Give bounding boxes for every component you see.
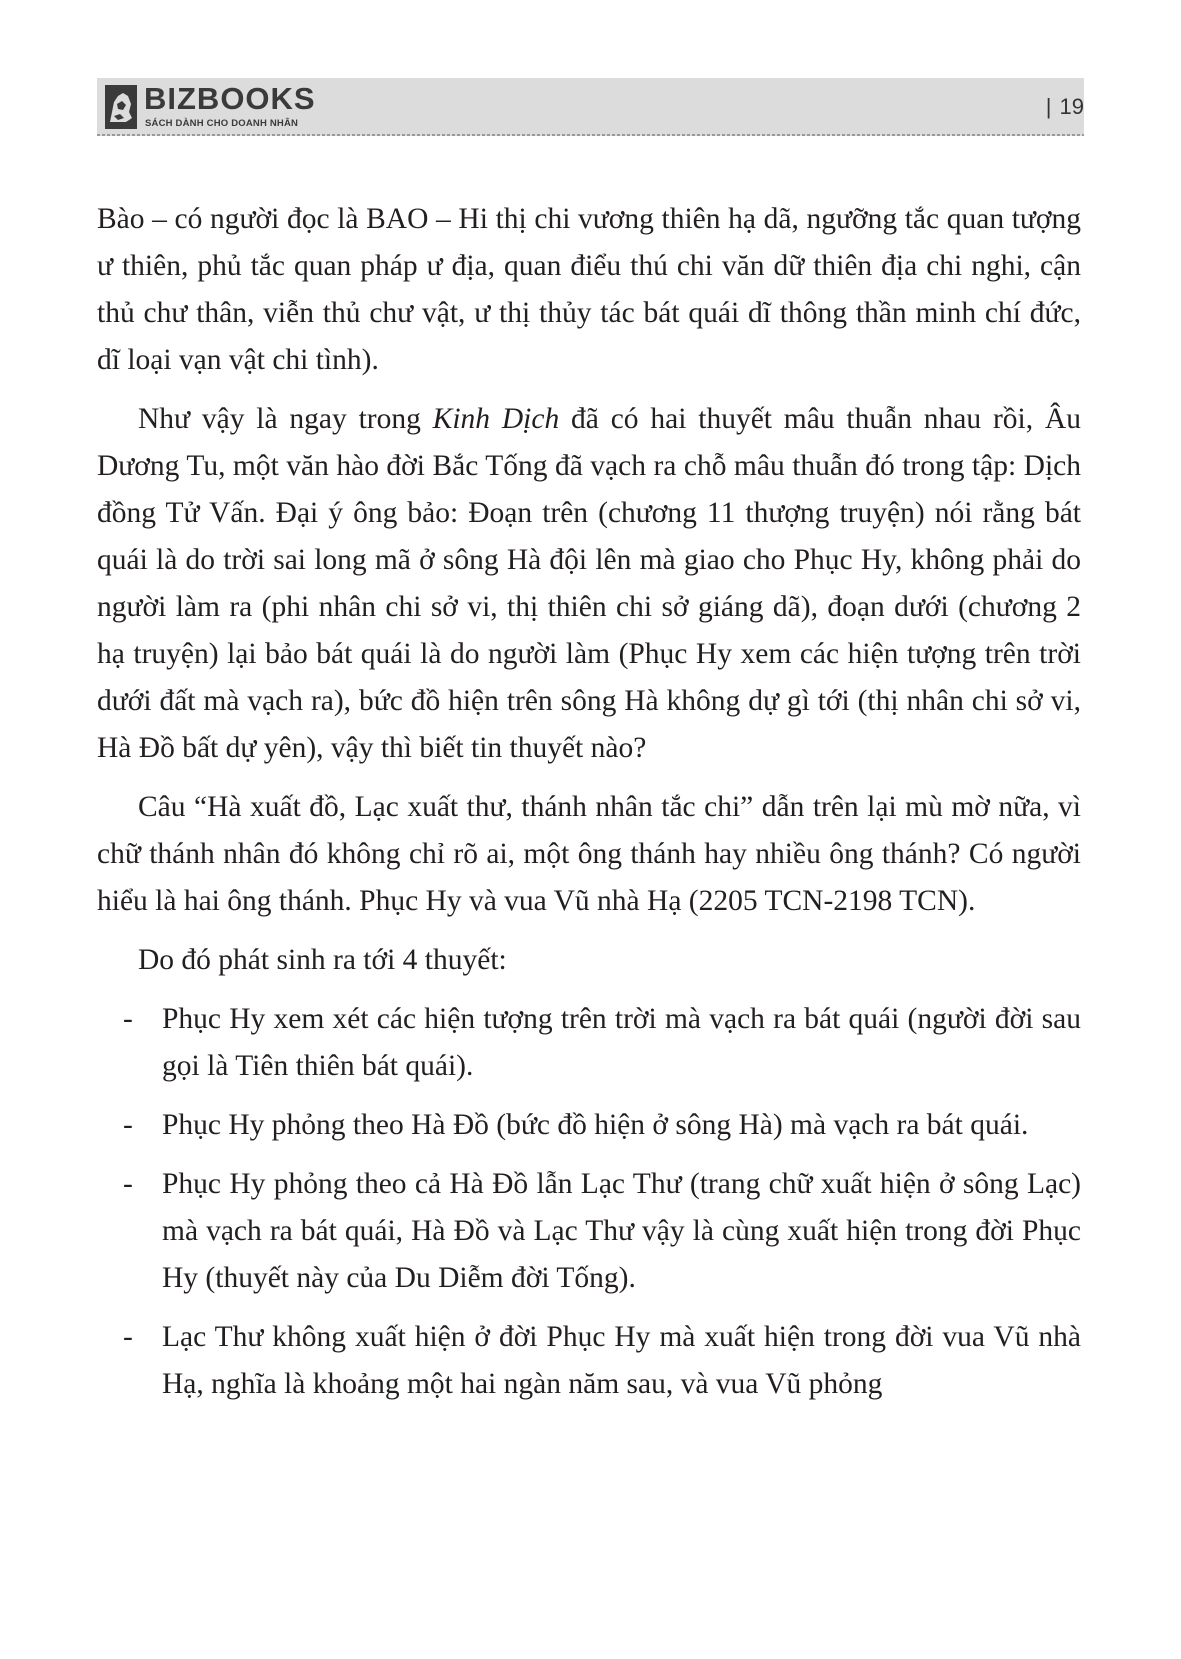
paragraph-3: Câu “Hà xuất đồ, Lạc xuất thư, thánh nhân tắc chi” dẫn trên lại mù mờ nữa, vì chữ thánh nhân đó không chỉ rõ ai, một ông thánh hay nhiều ông thánh? Có người hiểu là hai ông thánh. Phục Hy và vua Vũ nhà Hạ (2205 TCN-2198 TCN). <box>97 791 1081 917</box>
header-rule <box>97 134 1084 136</box>
list-item <box>97 1161 1081 1302</box>
list-item-text: Phục Hy phỏng theo Hà Đồ (bức đồ hiện ở sông Hà) mà vạch ra bát quái. <box>162 1109 1029 1141</box>
list-item-text: Phục Hy xem xét các hiện tượng trên trời mà vạch ra bát quái (người đời sau gọi là Tiên thiên bát quái). <box>162 1003 1081 1082</box>
paragraph-2-rest: đã có hai thuyết mâu thuẫn nhau rồi, Âu Dương Tu, một văn hào đời Bắc Tống đã vạch ra chỗ mâu thuẫn đó trong tập: Dịch đồng Tử Vấn. Đại ý ông bảo: Đoạn trên (chương 11 thượng truyện) nói rằng bát quái là do trời sai long mã ở sông Hà đội lên mà giao cho Phục Hy, không phải do người làm ra (phi nhân chi sở vi, thị thiên chi sở giáng dã), đoạn dưới (chương 2 hạ truyện) lại bảo bát quái là do người làm (Phục Hy xem các hiện tượng trên trời dưới đất mà vạch ra), bức đồ hiện trên sông Hà không dự gì tới (thị nhân chi sở vi, Hà Đồ bất dự yên), vậy thì biết tin thuyết nào? <box>97 403 1081 764</box>
list-item <box>97 1102 1081 1149</box>
list-item <box>97 1314 1081 1408</box>
paragraph-2-start: Như vậy là ngay trong <box>138 403 433 435</box>
paragraph-4: Do đó phát sinh ra tới 4 thuyết: <box>138 944 507 976</box>
page-number <box>1014 94 1084 120</box>
list-bullet: - <box>123 1109 133 1141</box>
paragraph-1: Bào – có người đọc là BAO – Hi thị chi vương thiên hạ dã, ngưỡng tắc quan tượng ư thiên, phủ tắc quan pháp ư địa, quan điểu thú chi văn dữ thiên địa chi nghi, cận thủ chư thân, viễn thủ chư vật, ư thị thủy tác bát quái dĩ thông thần minh chí đức, dĩ loại vạn vật chi tình). <box>97 203 1081 376</box>
list-bullet: - <box>123 1168 133 1200</box>
brand-name: BIZBOOKS <box>144 81 316 116</box>
book-title: Kinh Dịch <box>432 403 560 435</box>
theory-list <box>97 996 1081 1408</box>
page-number-value: 19 <box>1059 94 1084 119</box>
list-item-text: Lạc Thư không xuất hiện ở đời Phục Hy mà xuất hiện trong đời vua Vũ nhà Hạ, nghĩa là khoảng một hai ngàn năm sau, và vua Vũ phỏng <box>162 1321 1081 1400</box>
page-body <box>97 196 1081 1420</box>
list-bullet: - <box>123 1321 133 1353</box>
list-item <box>97 996 1081 1090</box>
bizbooks-logo-icon <box>104 84 138 130</box>
list-item-text: Phục Hy phỏng theo cả Hà Đồ lẫn Lạc Thư (trang chữ xuất hiện ở sông Lạc) mà vạch ra bát quái, Hà Đồ và Lạc Thư vậy là cùng xuất hiện trong đời Phục Hy (thuyết này của Du Diễm đời Tống). <box>162 1168 1081 1294</box>
list-bullet: - <box>123 1003 133 1035</box>
brand-tagline: SÁCH DÀNH CHO DOANH NHÂN <box>145 118 299 129</box>
paragraph-2 <box>97 396 1081 772</box>
page-number-divider: | <box>1045 94 1052 119</box>
